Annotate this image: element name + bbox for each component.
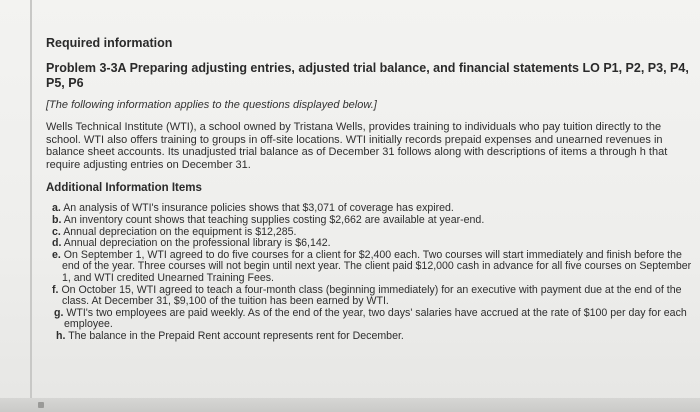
item-key: g. [54,306,64,319]
list-item [52,250,694,285]
content-area [46,36,694,343]
item-text: An analysis of WTI's insurance policies shows that $3,071 of coverage has expired. [63,202,454,215]
item-text: On October 15, WTI agreed to teach a four-month class (beginning immediately) for an executive with payment due at the end of the class. At December 31, $9,100 of the tuition has been earned by WTI. [61,283,682,308]
problem-description: Wells Technical Institute (WTI), a school owned by Tristana Wells, provides training to individuals who pay tuition directly to the school. WTI also offers training to groups in off-site locations. WTI initially records prepaid expenses and unearned revenues in balance sheet accounts. Its unadjusted trial balance as of December 31 follows along with descriptions of items a through h that require adjusting entries on December 31. [46,121,668,171]
item-key: c. [52,225,61,238]
left-border [30,0,32,398]
item-key: h. [56,329,66,342]
item-text: Annual depreciation on the professional library is $6,142. [63,237,331,250]
horizontal-scrollbar[interactable] [0,398,700,412]
item-text: WTI's two employees are paid weekly. As of the end of the year, two days' salaries have accrued at the rate of $100 per day for each employee. [64,306,687,331]
item-key: b. [52,213,62,226]
item-text: Annual depreciation on the equipment is $12,285. [63,225,297,238]
item-key: a. [52,202,61,215]
item-key: d. [52,237,62,250]
list-item [52,285,694,308]
item-text: On September 1, WTI agreed to do five courses for a client for $2,400 each. Two courses will start immediately and finish before the end of the year. Three courses will not begin until next year. The client paid $12,000 cash in advance for all five courses on September 1, and WTI credited Unearned Training Fees. [62,248,692,284]
additional-information-heading: Additional Information Items [46,182,202,195]
list-item [54,308,694,331]
additional-information-list [46,203,694,342]
item-key: f. [52,283,59,296]
problem-title: Problem 3-3A Preparing adjusting entries, adjusted trial balance, and financial statements LO P1, P2, P3, P4, P5, P6 [46,61,689,90]
item-text: The balance in the Prepaid Rent account represents rent for December. [68,329,404,342]
scrollbar-thumb[interactable] [38,402,44,408]
item-key: e. [52,248,61,261]
list-item [56,331,694,343]
required-information-heading: Required information [46,36,173,50]
item-text: An inventory count shows that teaching supplies costing $2,662 are available at year-end. [63,213,485,226]
applies-note: [The following information applies to the questions displayed below.] [46,99,377,111]
